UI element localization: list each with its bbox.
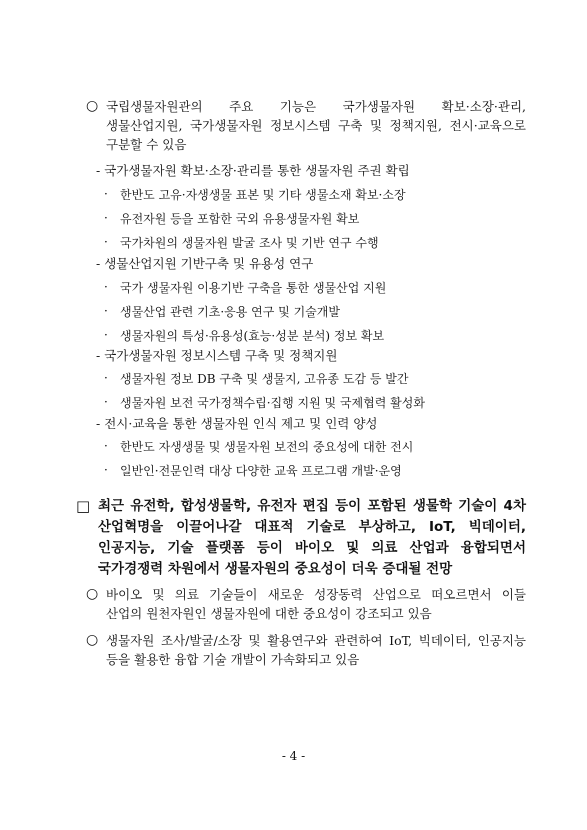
circle-bullet-icon: ○	[86, 632, 99, 648]
list-item: · 유전자원 등을 포함한 국외 유용생물자원 확보	[104, 211, 360, 226]
dot-bullet-icon: ·	[104, 211, 108, 225]
intro-paragraph	[86, 97, 526, 154]
heading-line-1: 최근 유전학, 합성생물학, 유전자 편집 등이 포함된 생물학 기술이 4차	[98, 498, 526, 514]
intro-line-3: 구분할 수 있음	[106, 137, 187, 152]
heading-line-3: 인공지능, 기술 플랫폼 등이 바이오 및 의료 산업과 융합되면서	[98, 540, 526, 556]
heading-line-2: 산업혁명을 이끌어나갈 대표적 기술로 부상하고, IoT, 빅데이터,	[98, 519, 526, 535]
dot-bullet-icon: ·	[104, 371, 108, 385]
list-item: · 생물자원 정보 DB 구축 및 생물지, 고유종 도감 등 발간	[104, 371, 409, 386]
point-paragraph: ○ 바이오 및 의료 기술들이 새로운 성장동력 산업으로 떠오르면서 이들 산업의 원천자원인 생물자원에 대한 중요성이 강조되고 있음	[86, 586, 526, 621]
intro-line-1: 국립생물자원관의 주요 기능은 국가생물자원 확보·소장·관리,	[106, 99, 526, 114]
group-title: - 생물산업지원 기반구축 및 유용성 연구	[96, 256, 314, 271]
point-paragraph: ○ 생물자원 조사/발굴/소장 및 활용연구와 관련하여 IoT, 빅데이터, 인공지능 등을 활용한 융합 기술 개발이 가속화되고 있음	[86, 632, 526, 667]
list-item: · 일반인·전문인력 대상 다양한 교육 프로그램 개발·운영	[104, 463, 402, 478]
page-number: - 4 -	[281, 749, 306, 763]
group-title: - 국가생물자원 정보시스템 구축 및 정책지원	[96, 348, 338, 363]
intro-line-2: 생물산업지원, 국가생물자원 정보시스템 구축 및 정책지원, 전시·교육으로	[106, 118, 526, 133]
heading-line-4: 국가경쟁력 차원에서 생물자원의 중요성이 더욱 증대될 전망	[98, 561, 453, 577]
list-item: · 한반도 자생생물 및 생물자원 보전의 중요성에 대한 전시	[104, 439, 414, 454]
list-item: · 생물자원 보전 국가정책수립·집행 지원 및 국제협력 활성화	[104, 395, 425, 410]
square-bullet-icon: □	[76, 497, 91, 515]
circle-bullet-icon: ○	[86, 98, 99, 114]
dot-bullet-icon: ·	[104, 463, 108, 477]
list-item: · 국가 생물자원 이용기반 구축을 통한 생물산업 지원	[104, 280, 387, 295]
dot-bullet-icon: ·	[104, 304, 108, 318]
dot-bullet-icon: ·	[104, 187, 108, 201]
dot-bullet-icon: ·	[104, 395, 108, 409]
list-item: · 한반도 고유·자생생물 표본 및 기타 생물소재 확보·소장	[104, 187, 406, 202]
list-item: · 생물자원의 특성·유용성(효능·성분 분석) 정보 확보	[104, 328, 385, 343]
dot-bullet-icon: ·	[104, 280, 108, 294]
list-item: · 생물산업 관련 기초·응용 연구 및 기술개발	[104, 304, 340, 319]
group-title: - 전시·교육을 통한 생물자원 인식 제고 및 인력 양성	[96, 416, 378, 431]
group-title: - 국가생물자원 확보·소장·관리를 통한 생물자원 주권 확립	[96, 163, 410, 178]
dot-bullet-icon: ·	[104, 439, 108, 453]
dot-bullet-icon: ·	[104, 235, 108, 249]
dot-bullet-icon: ·	[104, 328, 108, 342]
circle-bullet-icon: ○	[86, 586, 99, 602]
section-heading	[76, 496, 526, 580]
list-item: · 국가차원의 생물자원 발굴 조사 및 기반 연구 수행	[104, 235, 379, 250]
